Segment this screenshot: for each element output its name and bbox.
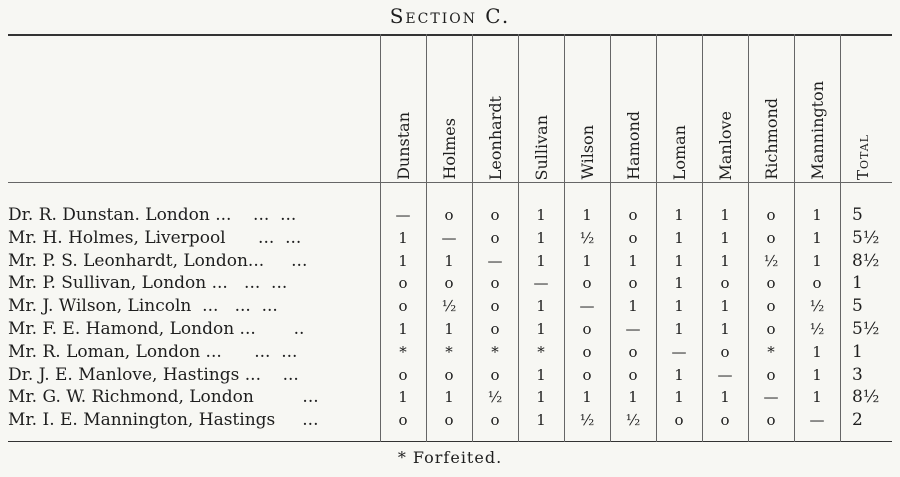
result-cell: 1 xyxy=(536,297,546,316)
player-name: Mr. I. E. Mannington, Hastings ... xyxy=(8,410,319,431)
result-cell: 1 xyxy=(674,274,684,293)
result-cell: 1 xyxy=(536,206,546,224)
result-cell: — xyxy=(579,297,595,316)
player-name: Mr. J. Wilson, Lincoln ... ... ... xyxy=(8,296,278,317)
total-cell: 1 xyxy=(852,341,863,362)
result-cell: 1 xyxy=(720,297,730,316)
table-row xyxy=(8,318,892,340)
result-cell: o xyxy=(766,228,776,247)
result-cell: o xyxy=(444,365,454,384)
result-cell: * xyxy=(399,342,407,361)
result-cell: o xyxy=(444,206,454,224)
result-cell: o xyxy=(674,411,684,430)
column-header-dunstan xyxy=(380,36,426,180)
result-cell: 1 xyxy=(444,388,454,407)
section-title: Section C. xyxy=(389,4,511,28)
column-header-wilson xyxy=(564,36,610,180)
result-cell: o xyxy=(720,342,730,361)
column-header-leonhardt xyxy=(472,36,518,180)
column-header-sullivan xyxy=(518,36,564,180)
table-row xyxy=(8,272,892,294)
result-cell: 1 xyxy=(674,228,684,247)
result-cell: ½ xyxy=(809,297,825,316)
result-cell: 1 xyxy=(628,251,638,270)
table-row xyxy=(8,204,892,226)
header-rule xyxy=(8,182,892,183)
result-cell: 1 xyxy=(812,388,822,407)
results-table xyxy=(8,34,892,442)
result-cell: 1 xyxy=(398,320,408,338)
result-cell: 1 xyxy=(812,228,822,247)
result-cell: o xyxy=(398,274,408,293)
column-header-total xyxy=(840,36,886,180)
total-cell: 5½ xyxy=(852,319,880,339)
player-name: Dr. R. Dunstan. London ... ... ... xyxy=(8,205,297,225)
result-cell: o xyxy=(628,342,638,361)
result-cell: — xyxy=(625,320,641,338)
total-cell: 3 xyxy=(852,364,863,385)
result-cell: 1 xyxy=(398,228,408,247)
result-cell: o xyxy=(398,365,408,384)
column-header-label: Mannington xyxy=(807,81,827,180)
result-cell: 1 xyxy=(536,320,546,338)
player-name: Mr. R. Loman, London ... ... ... xyxy=(8,341,298,362)
result-cell: o xyxy=(628,228,638,247)
result-cell: * xyxy=(445,342,453,361)
column-header-label: Richmond xyxy=(761,98,781,180)
result-cell: 1 xyxy=(582,388,592,407)
result-cell: o xyxy=(720,411,730,430)
result-cell: o xyxy=(766,411,776,430)
result-cell: o xyxy=(398,411,408,430)
table-row xyxy=(8,250,892,272)
table-row xyxy=(8,341,892,363)
result-cell: 1 xyxy=(582,206,592,224)
column-header-label: Sullivan xyxy=(531,114,551,180)
result-cell: o xyxy=(628,206,638,224)
total-cell: 5½ xyxy=(852,227,880,248)
result-cell: 1 xyxy=(812,206,822,224)
result-cell: 1 xyxy=(536,228,546,247)
result-cell: 1 xyxy=(444,251,454,270)
result-cell: * xyxy=(767,342,775,361)
result-cell: o xyxy=(444,274,454,293)
result-cell: 1 xyxy=(720,320,730,338)
result-cell: 1 xyxy=(536,251,546,270)
player-name: Mr. F. E. Hamond, London ... .. xyxy=(8,319,305,339)
result-cell: 1 xyxy=(444,320,454,338)
total-cell: 1 xyxy=(852,273,863,294)
player-name: Mr. G. W. Richmond, London ... xyxy=(8,387,319,408)
column-header-manlove xyxy=(702,36,748,180)
total-cell: 5 xyxy=(852,296,863,317)
result-cell: ½ xyxy=(625,411,641,430)
result-cell: 1 xyxy=(674,388,684,407)
result-cell: o xyxy=(766,274,776,293)
result-cell: o xyxy=(490,411,500,430)
result-cell: ½ xyxy=(809,320,825,338)
table-row xyxy=(8,409,892,431)
column-header-loman xyxy=(656,36,702,180)
result-cell: 1 xyxy=(398,251,408,270)
total-cell: 5 xyxy=(852,205,863,225)
result-cell: o xyxy=(490,274,500,293)
player-name: Dr. J. E. Manlove, Hastings ... ... xyxy=(8,364,299,385)
result-cell: 1 xyxy=(536,388,546,407)
column-header-label: Total xyxy=(854,133,872,180)
player-name: Mr. H. Holmes, Liverpool ... ... xyxy=(8,227,302,248)
table-row xyxy=(8,227,892,249)
column-header-richmond xyxy=(748,36,794,180)
total-cell: 8½ xyxy=(852,250,880,271)
result-cell: o xyxy=(490,297,500,316)
result-cell: 1 xyxy=(674,206,684,224)
column-header-label: Wilson xyxy=(577,125,597,180)
result-cell: 1 xyxy=(536,365,546,384)
result-cell: o xyxy=(444,411,454,430)
result-cell: ½ xyxy=(579,411,595,430)
column-header-label: Loman xyxy=(669,124,689,180)
result-cell: * xyxy=(491,342,499,361)
result-cell: — xyxy=(763,388,779,407)
result-cell: 1 xyxy=(582,251,592,270)
column-header-label: Holmes xyxy=(439,118,459,180)
total-cell: 8½ xyxy=(852,387,880,408)
player-name: Mr. P. Sullivan, London ... ... ... xyxy=(8,273,288,294)
result-cell: — xyxy=(717,365,733,384)
result-cell: 1 xyxy=(720,251,730,270)
result-cell: 1 xyxy=(720,228,730,247)
column-header-mannington xyxy=(794,36,840,180)
result-cell: o xyxy=(582,365,592,384)
column-header-label: Hamond xyxy=(623,111,643,180)
result-cell: 1 xyxy=(674,320,684,338)
result-cell: 1 xyxy=(812,365,822,384)
player-name: Mr. P. S. Leonhardt, London... ... xyxy=(8,250,308,271)
result-cell: o xyxy=(766,320,776,338)
result-cell: — xyxy=(533,274,549,293)
result-cell: o xyxy=(766,297,776,316)
result-cell: o xyxy=(582,274,592,293)
result-cell: 1 xyxy=(674,251,684,270)
result-cell: o xyxy=(490,206,500,224)
column-header-label: Leonhardt xyxy=(485,95,505,180)
result-cell: o xyxy=(766,206,776,224)
result-cell: 1 xyxy=(398,388,408,407)
result-cell: o xyxy=(628,274,638,293)
column-header-holmes xyxy=(426,36,472,180)
result-cell: ½ xyxy=(579,228,595,247)
result-cell: ½ xyxy=(763,251,779,270)
result-cell: o xyxy=(628,365,638,384)
column-header-hamond xyxy=(610,36,656,180)
table-row xyxy=(8,386,892,408)
table-bottom-rule xyxy=(8,441,892,442)
column-header-label: Manlove xyxy=(715,110,735,180)
result-cell: 1 xyxy=(628,388,638,407)
result-cell: 1 xyxy=(536,411,546,430)
result-cell: 1 xyxy=(674,365,684,384)
table-row xyxy=(8,364,892,386)
result-cell: 1 xyxy=(720,388,730,407)
result-cell: o xyxy=(766,365,776,384)
result-cell: — xyxy=(395,206,411,224)
result-cell: * xyxy=(537,342,545,361)
result-cell: ½ xyxy=(441,297,457,316)
result-cell: o xyxy=(490,365,500,384)
result-cell: 1 xyxy=(812,251,822,270)
result-cell: — xyxy=(487,251,503,270)
result-cell: — xyxy=(809,411,825,430)
result-cell: — xyxy=(441,228,457,247)
result-cell: 1 xyxy=(674,297,684,316)
result-cell: o xyxy=(582,320,592,338)
result-cell: o xyxy=(398,297,408,316)
table-row xyxy=(8,295,892,317)
result-cell: ½ xyxy=(487,388,503,407)
total-cell: 2 xyxy=(852,410,863,431)
result-cell: o xyxy=(812,274,822,293)
footnote: * Forfeited. xyxy=(397,448,503,467)
result-cell: o xyxy=(720,274,730,293)
result-cell: 1 xyxy=(720,206,730,224)
result-cell: 1 xyxy=(628,297,638,316)
result-cell: o xyxy=(490,320,500,338)
result-cell: 1 xyxy=(812,342,822,361)
result-cell: o xyxy=(490,228,500,247)
column-header-label: Dunstan xyxy=(393,112,413,180)
result-cell: o xyxy=(582,342,592,361)
result-cell: — xyxy=(671,342,687,361)
